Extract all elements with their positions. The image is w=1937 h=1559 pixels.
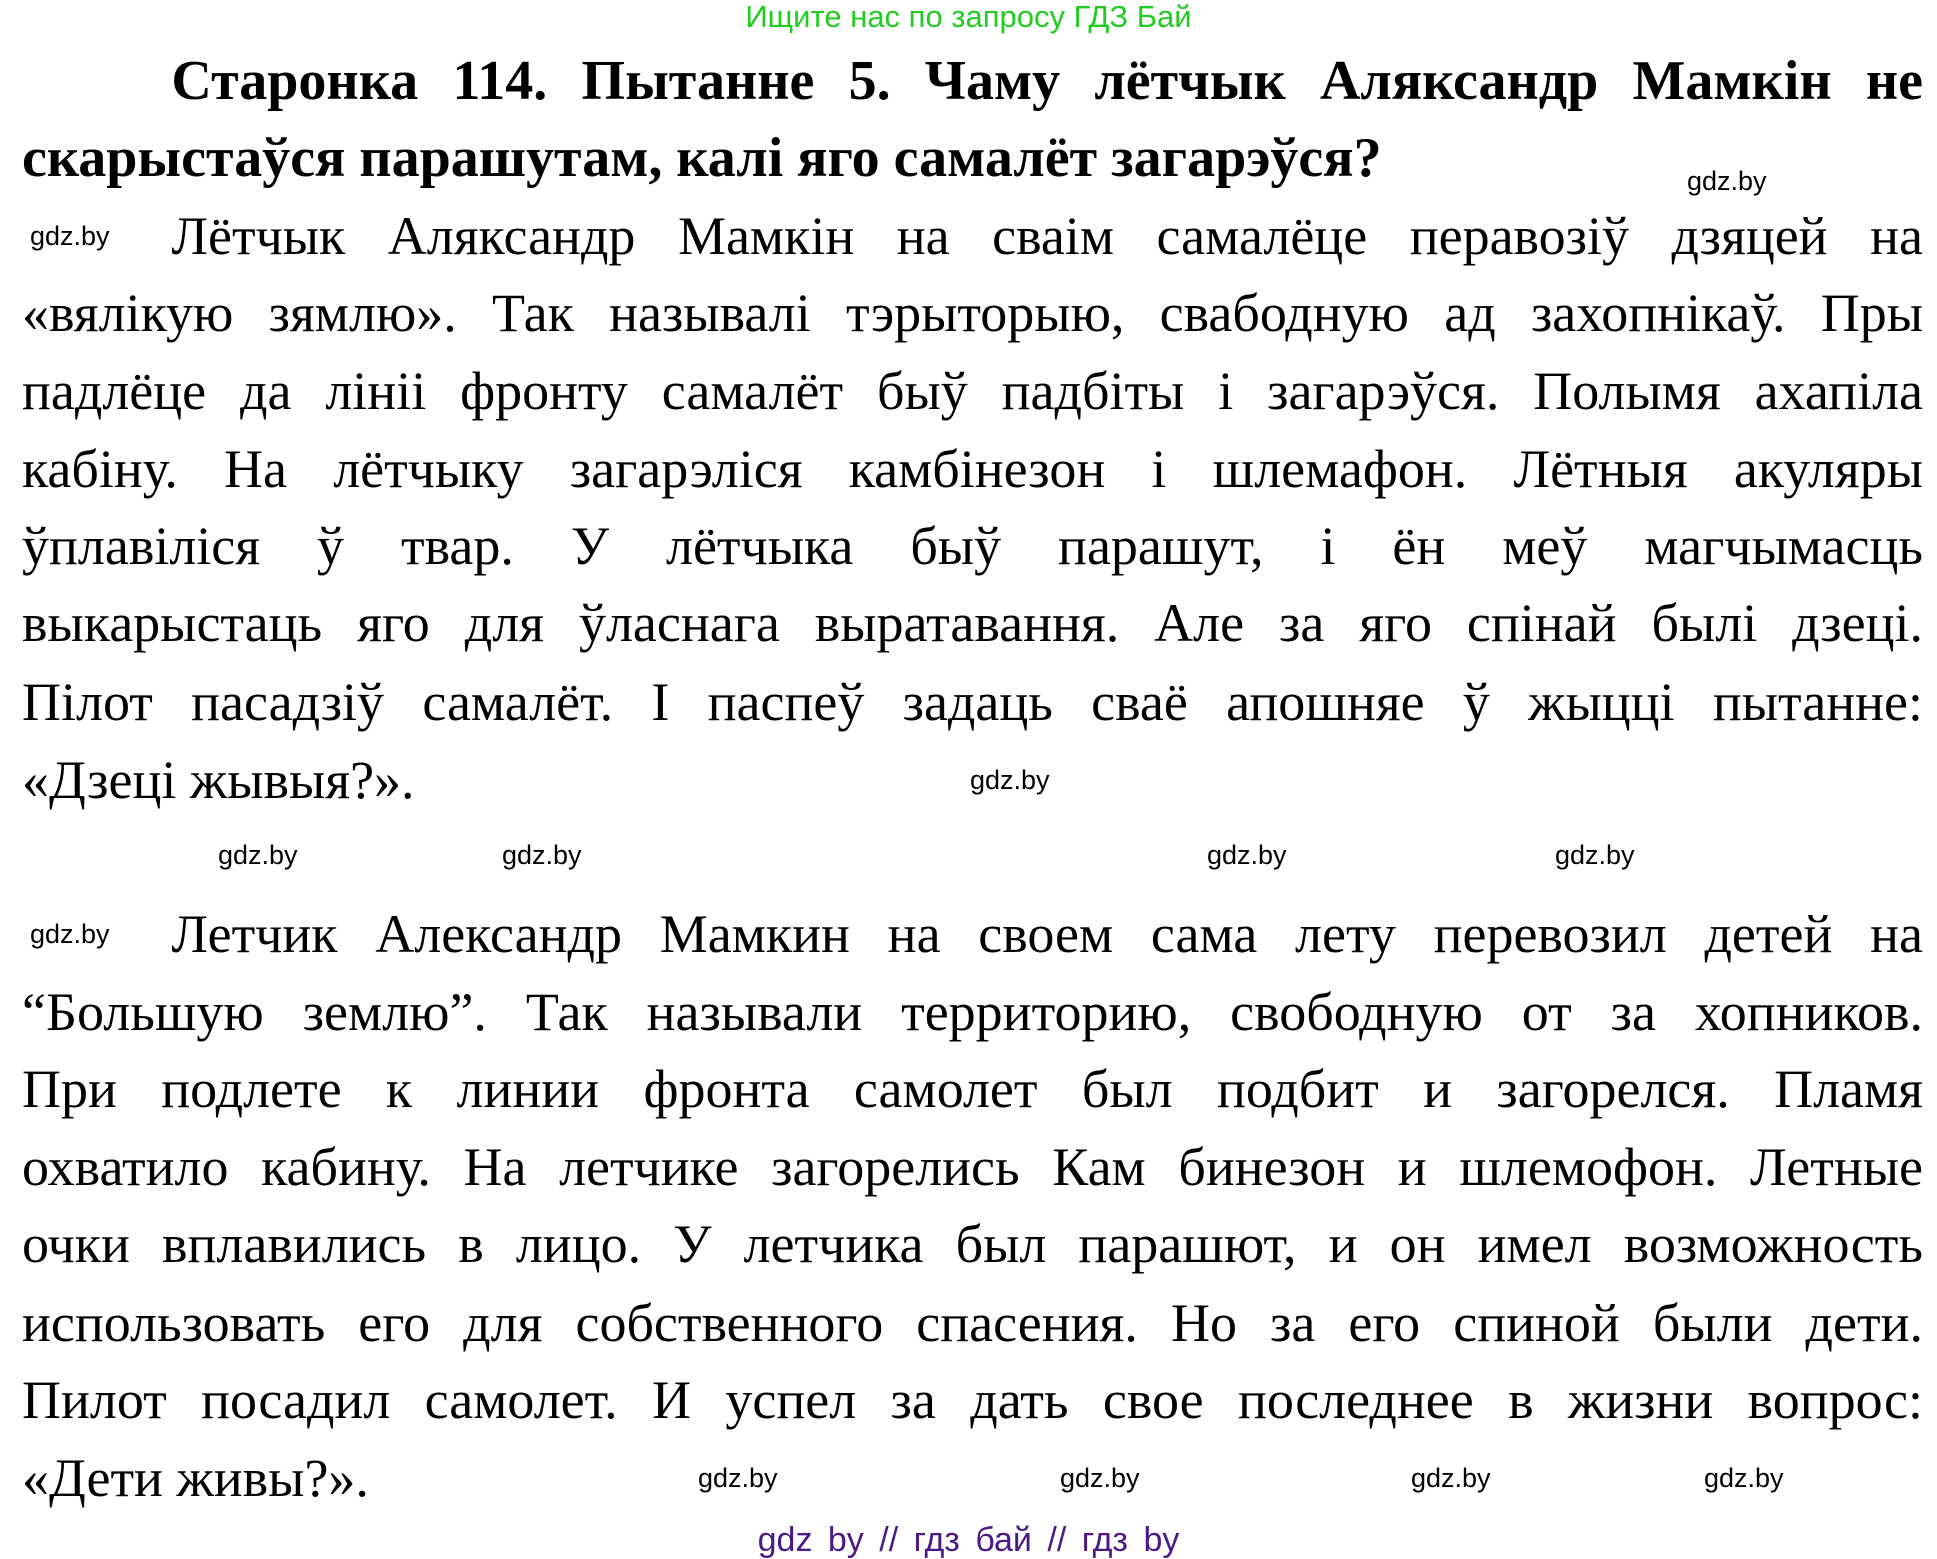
text-line: охватило кабину. На летчике загорелись Кам бинезон и шлемофон. Летные	[22, 1137, 1923, 1198]
watermark: gdz.by	[502, 840, 582, 870]
watermark: gdz.by	[970, 765, 1050, 795]
watermark: gdz.by	[1060, 1463, 1140, 1493]
watermark: gdz.by	[30, 221, 110, 251]
watermark: gdz.by	[1555, 840, 1635, 870]
heading-line: Старонка 114. Пытанне 5. Чаму лётчык Аляксандр Мамкін не	[171, 49, 1923, 112]
text-line: “Большую землю”. Так называли территорию, свободную от за хопников.	[22, 982, 1923, 1043]
heading-line: скарыстаўся парашутам, калі яго самалёт загарэўся?	[22, 126, 1382, 189]
text-line: Пилот посадил самолет. И успел за дать свое последнее в жизни вопрос:	[22, 1369, 1923, 1430]
watermark: gdz.by	[1207, 840, 1287, 870]
top-banner: Ищите нас по запросу ГДЗ Бай	[745, 0, 1192, 34]
text-line: ўплавіліся ў твар. У лётчыка быў парашут, і ён меў магчымасць	[22, 516, 1923, 577]
text-line: кабіну. На лётчыку загарэліся камбінезон і шлемафон. Лётныя акуляры	[22, 439, 1923, 500]
watermark: gdz.by	[1411, 1463, 1491, 1493]
watermark: gdz.by	[30, 919, 110, 949]
text-line: Летчик Александр Мамкин на своем сама лету перевозил детей на	[171, 903, 1923, 964]
text-line: очки вплавились в лицо. У летчика был парашют, и он имел возможность	[22, 1214, 1923, 1275]
bottom-banner: gdz by // гдз бай // гдз by	[757, 1521, 1180, 1559]
text-line: «Дзеці жывыя?».	[22, 749, 415, 810]
text-line: использовать его для собственного спасения. Но за его спиной были дети.	[22, 1292, 1923, 1353]
text-line: падлёце да лініі фронту самалёт быў падбіты і загарэўся. Полымя ахапіла	[22, 361, 1923, 422]
text-line: выкарыстаць яго для ўласнага выратавання. Але за яго спінай былі дзеці.	[22, 593, 1923, 654]
watermark: gdz.by	[218, 840, 298, 870]
watermark: gdz.by	[698, 1463, 778, 1493]
text-line: «Дети живы?».	[22, 1447, 369, 1508]
watermark: gdz.by	[1704, 1463, 1784, 1493]
text-line: «вялікую зямлю». Так называлі тэрыторыю, свабодную ад захопнікаў. Пры	[22, 282, 1923, 343]
text-line: Лётчык Аляксандр Мамкін на сваім самалёце перавозіў дзяцей на	[171, 205, 1923, 266]
text-line: При подлете к линии фронта самолет был подбит и загорелся. Пламя	[22, 1059, 1923, 1120]
text-line: Пілот пасадзіў самалёт. І паспеў задаць сваё апошняе ў жыцці пытанне:	[22, 671, 1923, 732]
watermark: gdz.by	[1687, 166, 1767, 196]
